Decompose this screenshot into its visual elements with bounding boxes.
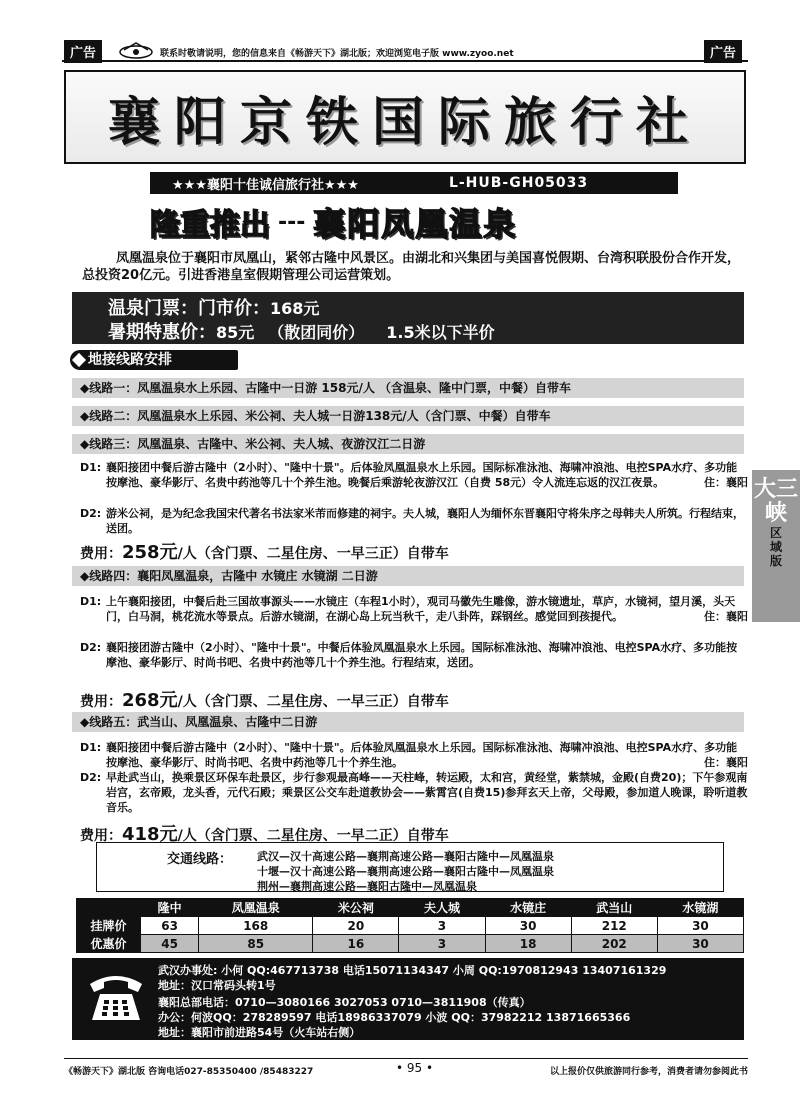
region-side-tab	[752, 470, 800, 622]
contact-line: 襄阳总部电话：0710—3080166 3027053 0710—3811908（传真）	[158, 996, 531, 1009]
day-text: 襄阳接团中餐后游古隆中（2小时）、"隆中十景"。后体验凤凰温泉水上乐园。国际标准泳池、海啸冲浪池、电控SPA水疗、多功能按摩池、豪华影厅、时尚书吧、名贵中药池等几十个养生池。	[106, 741, 738, 769]
page-number: • 95 •	[396, 1061, 434, 1075]
route4-day1	[80, 594, 748, 624]
agency-title-box	[64, 70, 746, 164]
row-label: 挂牌价	[77, 917, 141, 935]
day-text: 上午襄阳接团，中餐后赴三国故事源头——水镜庄（车程1小时），观司马徽先生雕像，游水镜遗址，草庐，水镜祠，望月溪，头天门，白马洞，桃花流水等景点。后游水镜湖，在湖心岛上玩当秋千，走八卦阵，踩钢丝。感觉回到孩提代。	[106, 595, 736, 623]
route-bar-1: ◆线路一：凤凰温泉水上乐园、古隆中一日游 158元/人 （含温泉、隆中门票，中餐）自带车	[72, 378, 744, 398]
license-number: L-HUB-GH05033	[448, 175, 589, 191]
day-text: 襄阳接团游古隆中（2小时）、"隆中十景"。中餐后体验凤凰温泉水上乐园。国际标准泳池、海啸冲浪池、电控SPA水疗、多功能按摩池、豪华影厅、时尚书吧、名贵中药池等几十个养生池。行程结束，送团。	[106, 641, 738, 669]
table-header: 米公祠	[313, 899, 399, 917]
day-label: D2:	[80, 771, 102, 784]
side-tab-title: 大三峡	[753, 477, 798, 526]
table-row	[77, 935, 744, 953]
footer-right: 以上报价仅供旅游同行参考，消费者请勿参阅此书	[549, 1067, 748, 1077]
footer-left: 《畅游天下》湖北版 咨询电话027-85350400 /85483227	[64, 1067, 314, 1077]
day-text: 襄阳接团中餐后游古隆中（2小时）、"隆中十景"。后体验凤凰温泉水上乐园。国际标准泳池、海啸冲浪池、电控SPA水疗、多功能按摩池、豪华影厅、名贵中药池等几十个养生池。晚餐后乘游轮夜游汉江（自费 58元）令人流连忘返的汉江夜景。	[106, 461, 738, 489]
table-header: 隆中	[141, 899, 199, 917]
traffic-routes-box	[96, 842, 724, 892]
ticket-line-regular	[108, 294, 319, 320]
table-cell: 63	[141, 917, 199, 935]
day-label: D1:	[80, 741, 102, 754]
route3-day1	[80, 460, 748, 490]
license-name: ★★★襄阳十佳诚信旅行社★★★	[172, 177, 359, 193]
day-label: D1:	[80, 595, 102, 608]
fee-amount: 268元	[122, 690, 178, 711]
side-tab-char: 版	[769, 554, 782, 568]
price-table	[76, 898, 744, 953]
table-cell: 3	[399, 917, 485, 935]
route3-day2	[80, 506, 748, 536]
route-bar-4: ◆线路四：襄阳凤凰温泉，古隆中 水镜庄 水镜湖 二日游	[72, 566, 744, 586]
fee-note: /人（含门票、二星住房、一早三正）自带车	[177, 546, 449, 562]
footer	[64, 1058, 748, 1078]
day-text: 游米公祠，是为纪念我国宋代著名书法家米芾而修建的祠宇。夫人城，襄阳人为缅怀东晋襄阳守将朱序之母韩夫人所筑。行程结束，送团。	[106, 507, 744, 535]
table-cell: 45	[141, 935, 199, 953]
table-header: 水镜湖	[657, 899, 743, 917]
ticket-regular-label: 温泉门票：门市价：	[108, 298, 270, 319]
table-cell: 202	[571, 935, 657, 953]
route4-fee	[80, 686, 449, 712]
ticket-special-note: （散团同价）	[268, 323, 365, 342]
contact-line: 武汉办事处: 小何 QQ:467713738 电话15071134347 小周 QQ:1970812943 13407161329	[158, 964, 667, 977]
contact-line: 地址：襄阳市前进路54号（火车站右侧）	[158, 1026, 361, 1039]
fee-note: /人（含门票、二星住房、一早二正）自带车	[177, 828, 449, 844]
stay-location: 住：襄阳	[704, 476, 748, 489]
table-header: 凤凰温泉	[199, 899, 313, 917]
telephone-icon	[86, 968, 146, 1026]
ticket-special-label: 暑期特惠价：	[108, 322, 216, 343]
day-text: 早赴武当山，换乘景区环保车赴景区，步行参观最高峰——天柱峰，转运殿，太和宫，黄经堂，紫禁城，金殿(自费20)；下午参观南岩宫，玄帝殿，龙头香，元代石殿；乘景区公交车赴道教协会——紫霄宫(自费15)参拜玄天上帝，父母殿，参加道人晚课，聆听道教音乐。	[106, 771, 748, 814]
traffic-line: 武汉—汉十高速公路—襄荆高速公路—襄阳古隆中—凤凰温泉	[257, 850, 554, 863]
contact-line: 地址：汉口常码头转1号	[158, 979, 276, 992]
day-label: D2:	[80, 641, 102, 654]
table-cell: 168	[199, 917, 313, 935]
header-notice: 联系时敬请说明，您的信息来自《畅游天下》湖北版；欢迎浏览电子版 www.zyoo.net	[160, 49, 514, 59]
headline-separator: ---	[278, 209, 306, 235]
agency-name: 襄阳京铁国际旅行社	[107, 91, 702, 153]
day-label: D1:	[80, 461, 102, 474]
ticket-price-box	[72, 292, 744, 344]
traffic-line: 荆州—襄荆高速公路—襄阳古隆中—凤凰温泉	[257, 880, 477, 893]
ticket-special-value: 85元	[216, 323, 255, 342]
contact-box	[72, 958, 744, 1040]
row-label: 优惠价	[77, 935, 141, 953]
headline-part1: 隆重推出	[150, 208, 270, 243]
ticket-regular-value: 168元	[270, 299, 320, 318]
license-bar	[150, 172, 678, 194]
table-header: 武当山	[571, 899, 657, 917]
table-header: 水镜庄	[485, 899, 571, 917]
magazine-logo-icon	[118, 40, 154, 60]
headline	[150, 200, 517, 244]
section-ribbon	[70, 350, 238, 370]
side-tab-char: 区	[769, 526, 782, 540]
table-row	[77, 917, 744, 935]
ad-tag-right: 广告	[704, 40, 742, 63]
table-header: 夫人城	[399, 899, 485, 917]
route-bar-2: ◆线路二：凤凰温泉水上乐园、米公祠、夫人城一日游138元/人（含门票、中餐）自带车	[72, 406, 744, 426]
side-tab-char: 域	[769, 540, 782, 554]
stay-location: 住：襄阳	[704, 756, 748, 769]
fee-amount: 418元	[122, 824, 178, 845]
route3-fee	[80, 538, 449, 564]
table-cell: 3	[399, 935, 485, 953]
fee-label: 费用：	[80, 694, 122, 710]
table-cell: 18	[485, 935, 571, 953]
route4-day2	[80, 640, 748, 670]
fee-note: /人（含门票、二星住房、一早三正）自带车	[177, 694, 449, 710]
contact-line: 办公：何波QQ：278289597 电话18986337079 小波 QQ：37982212 13871665366	[158, 1011, 631, 1024]
fee-label: 费用：	[80, 828, 122, 844]
section-title: 地接线路安排	[88, 352, 172, 368]
stay-location: 住：襄阳	[704, 610, 748, 623]
fee-label: 费用：	[80, 546, 122, 562]
intro-paragraph: 凤凰温泉位于襄阳市凤凰山，紧邻古隆中风景区。由湖北和兴集团与美国喜悦假期、台湾积联股份合作开发，总投资20亿元。引进香港皇室假期管理公司运营策划。	[82, 251, 741, 283]
table-header	[77, 899, 141, 917]
fee-amount: 258元	[122, 542, 178, 563]
diamond-icon	[72, 353, 86, 367]
day-label: D2:	[80, 507, 102, 520]
route-bar-5: ◆线路五：武当山、凤凰温泉、古隆中二日游	[72, 712, 744, 732]
headline-part2: 襄阳凤凰温泉	[313, 205, 518, 243]
table-header-row	[77, 899, 744, 917]
ticket-line-special	[108, 318, 495, 344]
table-cell: 20	[313, 917, 399, 935]
route5-day2	[80, 770, 748, 815]
ticket-child-note: 1.5米以下半价	[386, 323, 495, 342]
table-cell: 30	[657, 935, 743, 953]
table-cell: 212	[571, 917, 657, 935]
table-cell: 30	[657, 917, 743, 935]
table-cell: 16	[313, 935, 399, 953]
table-cell: 30	[485, 917, 571, 935]
traffic-line: 十堰—汉十高速公路—襄荆高速公路—襄阳古隆中—凤凰温泉	[257, 865, 554, 878]
route5-day1	[80, 740, 748, 770]
ad-tag-left: 广告	[64, 40, 102, 63]
route-bar-3: ◆线路三：凤凰温泉、古隆中、米公祠、夫人城、夜游汉江二日游	[72, 434, 744, 454]
traffic-label: 交通线路：	[167, 852, 233, 867]
table-cell: 85	[199, 935, 313, 953]
